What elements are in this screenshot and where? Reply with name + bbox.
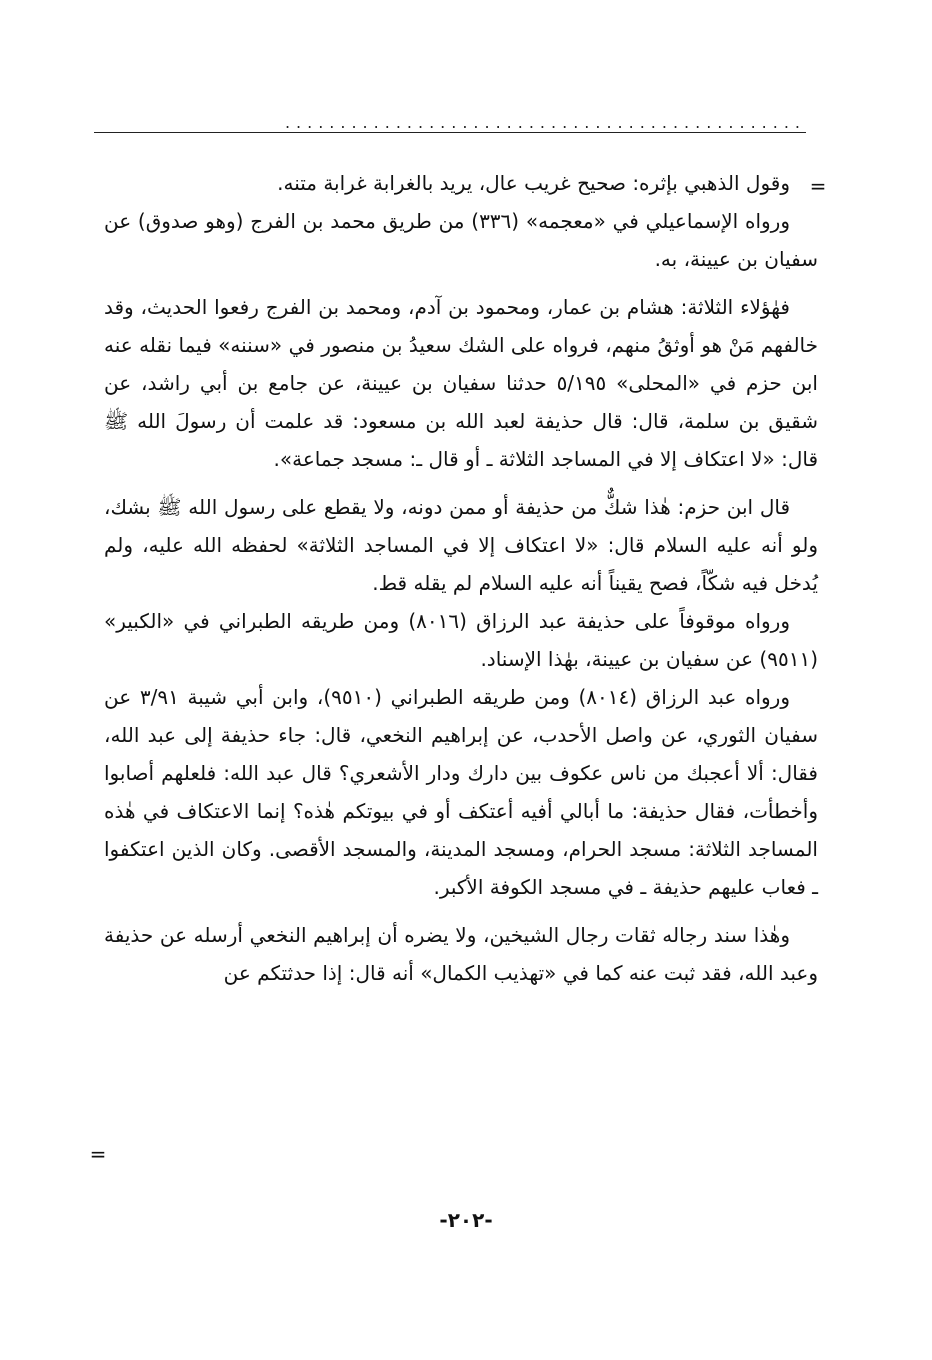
- paragraph-1: وقول الذهبي بإثره: صحيح غريب عال، يريد بالغرابة غرابة متنه.: [277, 171, 790, 195]
- footnote-body: [104, 164, 818, 992]
- paragraph-4: قال ابن حزم: هٰذا شكٌّ من حذيفة أو ممن دونه، ولا يقطع على رسول الله ﷺ بشك، ولو أنه عليه السلام قال: «لا اعتكاف إلا في المساجد الثلاثة» لحفظه الله عليه، ولم يُدخل فيه شكّاً، فصح يقيناً أنه عليه السلام لم يقله قط.: [104, 495, 818, 595]
- page-number: -٢٠٢-: [439, 1208, 493, 1232]
- paragraph-7: وهٰذا سند رجاله ثقات رجال الشيخين، ولا يضره أن إبراهيم النخعي أرسله عن حذيفة وعبد الله، فقد ثبت عنه كما في «تهذيب الكمال» أنه قال: إذا حدثتكم عن: [104, 923, 818, 985]
- paragraph-6: ورواه عبد الرزاق (٨٠١٤) ومن طريقه الطبراني (٩٥١٠)، وابن أبي شيبة ٣/٩١ عن سفيان الثوري، عن واصل الأحدب، عن إبراهيم النخعي، قال: جاء حذيفة إلى عبد الله، فقال: ألا أعجبك من ناس عكوف بين دارك ودار الأشعري؟ قال عبد الله: فلعلهم أصابوا وأخطأت، فقال حذيفة: ما أبالي أفيه أعتكف أو في بيوتكم هٰذه؟ إنما الاعتكاف في هٰذه المساجد الثلاثة: مسجد الحرام، ومسجد المدينة، والمسجد الأقصى. وكان الذين اعتكفوا ـ فعاب عليهم حذيفة ـ في مسجد الكوفة الأكبر.: [104, 685, 818, 899]
- continuation-mark-top: =: [809, 174, 827, 198]
- paragraph-3: فهٰؤلاء الثلاثة: هشام بن عمار، ومحمود بن آدم، ومحمد بن الفرج رفعوا الحديث، وقد خالفهم مَنْ هو أوثقُ منهم، فرواه على الشك سعيدُ بن منصور في «سننه» فيما نقله عنه ابن حزم في «المحلى» ٥/١٩٥ حدثنا سفيان بن عيينة، عن جامع بن أبي راشد، عن شقيق بن سلمة، قال: قال حذيفة لعبد الله بن مسعود: قد علمت أن رسولَ الله ﷺ قال: «لا اعتكاف إلا في المساجد الثلاثة ـ أو قال ـ: مسجد جماعة».: [104, 295, 818, 471]
- paragraph-5: ورواه موقوفاً على حذيفة عبد الرزاق (٨٠١٦) ومن طريقه الطبراني في «الكبير» (٩٥١١) عن سفيان بن عيينة، بهٰذا الإسناد.: [104, 609, 818, 671]
- paragraph-2: ورواه الإسماعيلي في «معجمه» (٣٣٦) من طريق محمد بن الفرج (وهو صدوق) عن سفيان بن عيينة، به.: [104, 209, 818, 271]
- continuation-mark-bottom: =: [89, 1142, 107, 1166]
- footnote-separator: ...............................................: [94, 118, 806, 133]
